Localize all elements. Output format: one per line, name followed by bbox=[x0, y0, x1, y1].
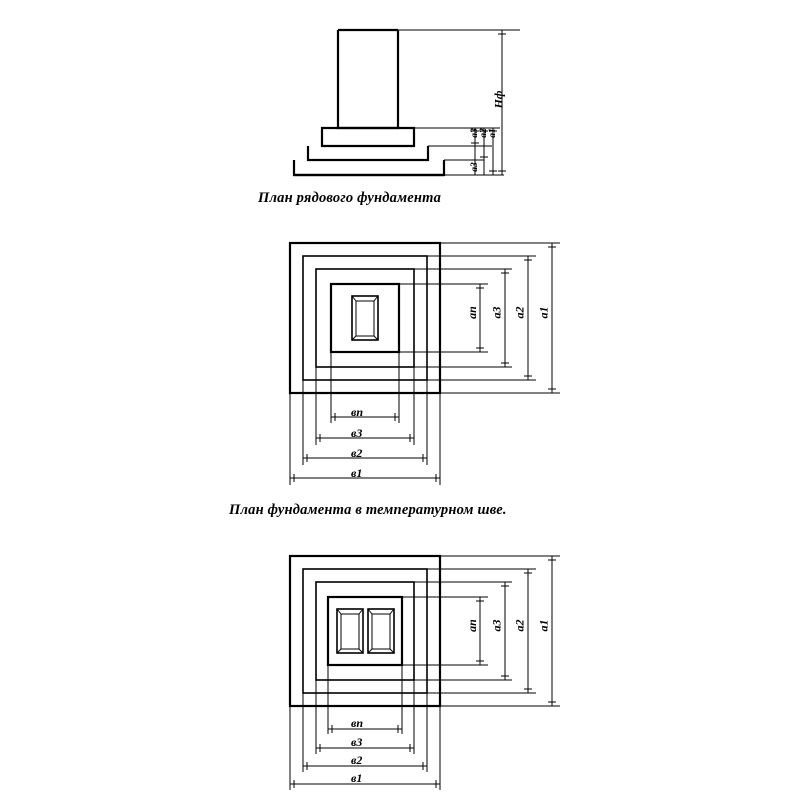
plan1-socket-inner bbox=[356, 301, 374, 336]
plan-typical-foundation bbox=[290, 243, 560, 485]
pedestal-block bbox=[322, 128, 414, 146]
dim-label-plan1-a2: а2 bbox=[512, 306, 527, 319]
dim-label-plan2-b3: в3 bbox=[351, 735, 363, 749]
plan2-outer-rect bbox=[290, 556, 440, 706]
dim-label-plan1-a1: а1 bbox=[536, 306, 551, 319]
plan2-step2-rect bbox=[303, 569, 427, 693]
dim-label-plan1-bp: вп bbox=[351, 405, 364, 419]
foundation-section-view bbox=[294, 30, 520, 175]
dim-label-hf: Нф bbox=[491, 90, 506, 109]
dim-label-section-a2: а2 bbox=[478, 128, 489, 138]
plan1-outer-rect bbox=[290, 243, 440, 393]
dim-label-section-a1: а1 bbox=[487, 128, 498, 138]
dim-label-plan1-b3: в3 bbox=[351, 426, 363, 440]
dim-label-plan2-a1: а1 bbox=[536, 619, 551, 632]
dim-label-plan2-a2: а2 bbox=[512, 619, 527, 632]
caption-joint-plan: План фундамента в температурном шве. bbox=[229, 502, 507, 518]
plan2-pedestal-rect bbox=[328, 597, 402, 665]
dim-label-plan2-bp: вп bbox=[351, 716, 364, 730]
dim-label-plan2-b2: в2 bbox=[351, 753, 363, 767]
dim-label-plan1-ap: ап bbox=[464, 306, 479, 319]
dim-label-plan1-b2: в2 bbox=[351, 446, 363, 460]
plan2-socket-right-inner bbox=[372, 614, 390, 649]
dim-label-plan1-b1: в1 bbox=[351, 466, 363, 480]
step-1-block bbox=[294, 160, 444, 175]
caption-typical-plan: План рядового фундамента bbox=[258, 190, 442, 206]
plan1-step2-rect bbox=[303, 256, 427, 380]
dim-label-section-a3-lower: а3 bbox=[469, 162, 480, 172]
dim-label-plan1-a3: а3 bbox=[489, 306, 504, 319]
dim-label-plan2-a3: а3 bbox=[489, 619, 504, 632]
dim-label-plan2-ap: ап bbox=[464, 619, 479, 632]
plan1-pedestal-rect bbox=[331, 284, 399, 352]
dim-label-section-a3: а3 bbox=[469, 128, 480, 138]
dim-label-plan2-b1: в1 bbox=[351, 771, 363, 785]
step-2-block bbox=[308, 146, 428, 160]
plan-joint-foundation bbox=[290, 556, 560, 790]
plan2-socket-left-inner bbox=[341, 614, 359, 649]
column-outline bbox=[338, 30, 398, 128]
